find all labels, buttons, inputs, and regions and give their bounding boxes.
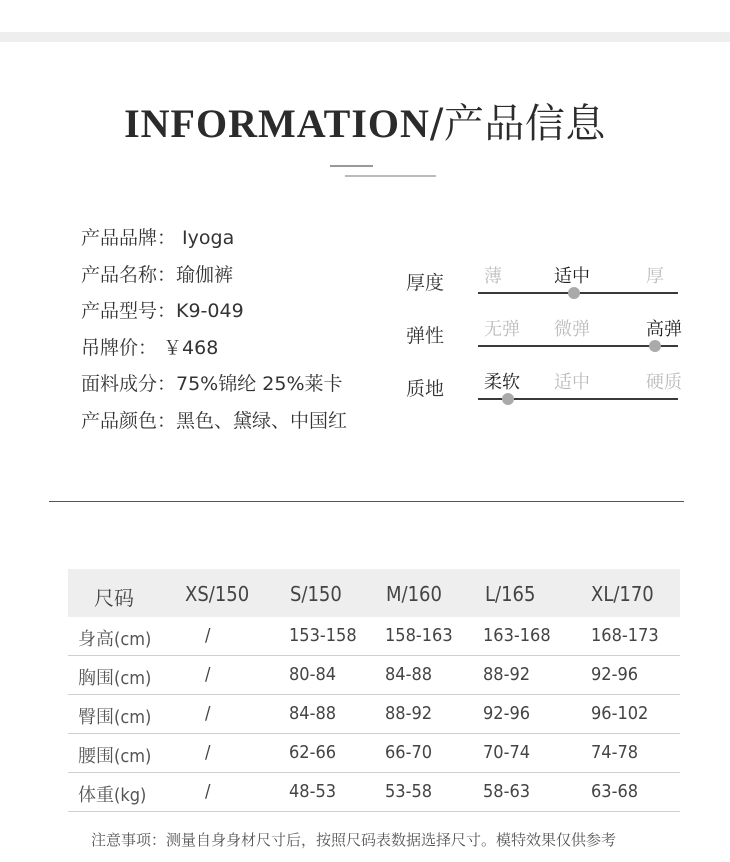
info-model: 产品型号：K9-049 — [81, 300, 244, 322]
size-table-cell: 168-173 — [591, 625, 659, 646]
section-divider — [49, 501, 684, 502]
size-row-label: 胸围(cm) — [78, 668, 152, 689]
size-row-label: 腰围(cm) — [78, 746, 152, 767]
size-table-row — [68, 695, 680, 734]
info-colors: 产品颜色：黑色、黛绿、中国红 — [81, 409, 348, 432]
size-table-header — [68, 569, 680, 617]
title-underline-long — [345, 175, 436, 177]
size-row-label: 臀围(cm) — [78, 707, 152, 728]
rating-label: 质地 — [406, 378, 445, 400]
size-table-cell: / — [205, 781, 211, 802]
rating-option: 厚 — [646, 266, 664, 287]
size-table-row — [68, 734, 680, 773]
product-info-list — [81, 225, 347, 444]
size-table-cell: 84-88 — [385, 664, 433, 685]
size-table — [68, 569, 680, 812]
size-table-cell: 48-53 — [289, 781, 337, 802]
size-row-label: 身高(cm) — [78, 629, 152, 650]
rating-label: 厚度 — [406, 272, 445, 294]
rating-option: 适中 — [554, 372, 590, 393]
size-table-cell: 66-70 — [385, 742, 433, 763]
rating-option: 硬质 — [646, 372, 682, 393]
size-table-cell: 53-58 — [385, 781, 433, 802]
size-header-cell: L/165 — [485, 582, 536, 606]
size-table-cell: 80-84 — [289, 664, 337, 685]
size-table-row — [68, 773, 680, 812]
size-table-row — [68, 656, 680, 695]
info-name: 产品名称：瑜伽裤 — [81, 263, 234, 286]
rating-row — [406, 258, 686, 311]
rating-option: 无弹 — [484, 319, 520, 340]
size-table-cell: 84-88 — [289, 703, 337, 724]
size-table-cell: 92-96 — [591, 664, 639, 685]
size-header-cell: M/160 — [386, 582, 442, 606]
size-table-cell: 74-78 — [591, 742, 639, 763]
rating-row — [406, 364, 686, 417]
rating-option: 适中 — [554, 266, 590, 287]
rating-indicator-dot — [502, 393, 514, 405]
title-en: INFORMATION — [124, 101, 430, 146]
size-table-row — [68, 617, 680, 656]
rating-option: 高弹 — [646, 319, 682, 340]
rating-option: 柔软 — [484, 372, 520, 393]
size-table-cell: 88-92 — [483, 664, 531, 685]
rating-indicator-dot — [568, 287, 580, 299]
rating-indicator-dot — [649, 340, 661, 352]
size-table-cell: / — [205, 664, 211, 685]
size-table-cell: 88-92 — [385, 703, 433, 724]
size-table-cell: 62-66 — [289, 742, 337, 763]
size-table-cell: 153-158 — [289, 625, 357, 646]
size-header-cell: XL/170 — [591, 582, 654, 606]
sizing-note: 注意事项：测量自身身材尺寸后，按照尺码表数据选择尺寸。模特效果仅供参考 — [91, 831, 617, 849]
size-table-cell: 96-102 — [591, 703, 649, 724]
top-band — [0, 32, 730, 42]
info-price: 吊牌价： ￥468 — [81, 336, 219, 359]
size-table-cell: 63-68 — [591, 781, 639, 802]
page-title — [0, 92, 730, 149]
size-table-cell: 58-63 — [483, 781, 531, 802]
info-fabric: 面料成分：75%锦纶 25%莱卡 — [81, 373, 343, 395]
size-table-cell: 92-96 — [483, 703, 531, 724]
size-table-cell: 70-74 — [483, 742, 531, 763]
attribute-ratings — [406, 258, 686, 417]
info-brand: 产品品牌： Iyoga — [81, 227, 235, 249]
size-header-cell: S/150 — [290, 582, 342, 606]
size-table-cell: 158-163 — [385, 625, 453, 646]
size-header-cell: 尺码 — [94, 586, 134, 610]
title-underline-short — [330, 165, 373, 167]
title-cn: /产品信息 — [429, 101, 606, 147]
rating-option: 微弹 — [554, 319, 590, 340]
size-table-cell: / — [205, 742, 211, 763]
size-row-label: 体重(kg) — [78, 785, 147, 806]
size-table-cell: 163-168 — [483, 625, 551, 646]
rating-option: 薄 — [484, 266, 502, 287]
rating-track — [478, 345, 678, 347]
size-table-cell: / — [205, 703, 211, 724]
size-table-cell: / — [205, 625, 211, 646]
rating-row — [406, 311, 686, 364]
rating-label: 弹性 — [406, 325, 445, 347]
size-header-cell: XS/150 — [185, 582, 250, 606]
